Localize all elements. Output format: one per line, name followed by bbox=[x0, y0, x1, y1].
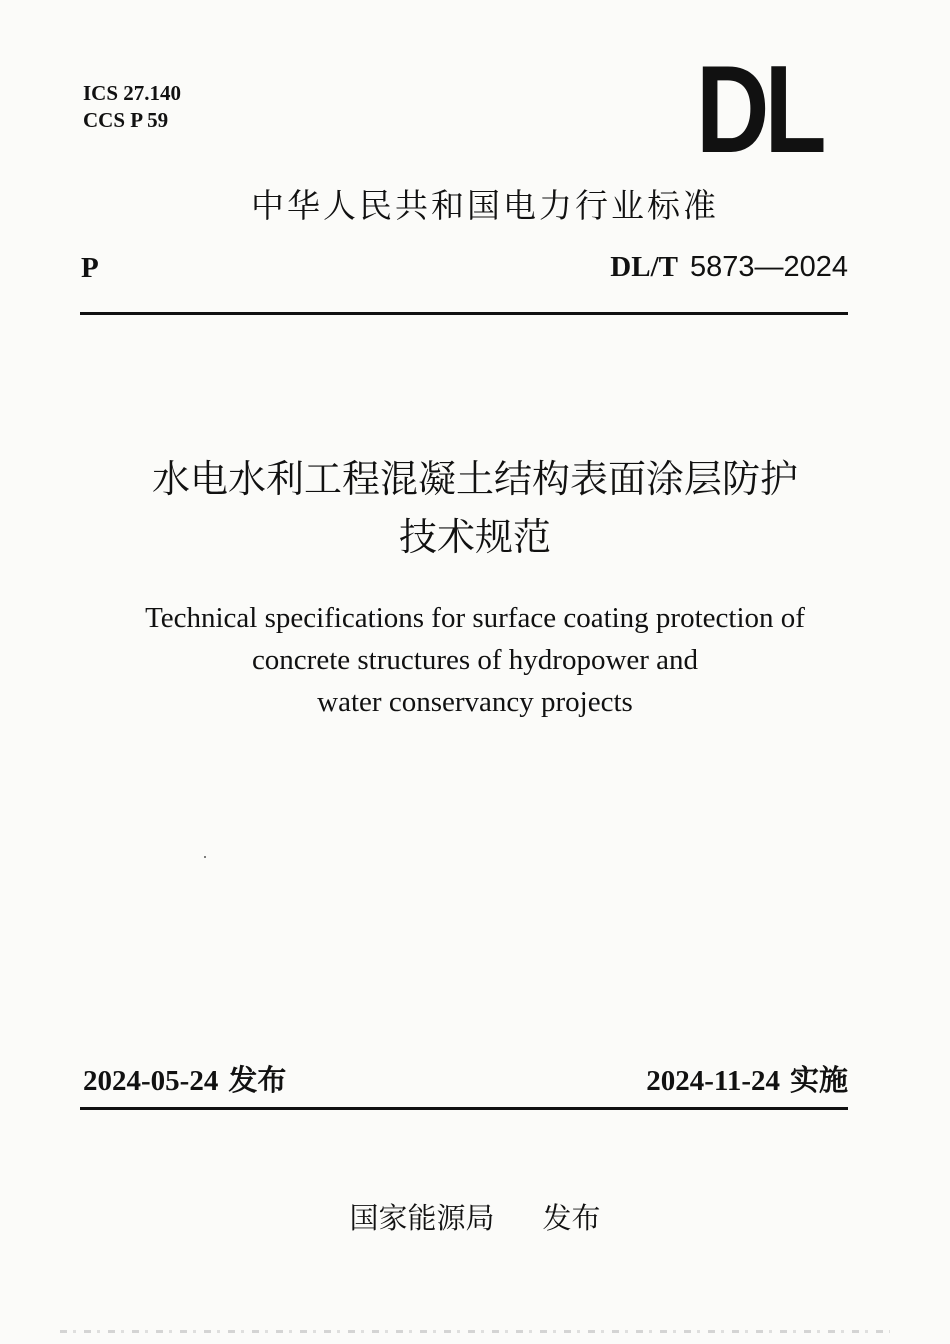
industry-standard-heading: 中华人民共和国电力行业标准 bbox=[251, 186, 719, 225]
english-title-line-3: water conservancy projects bbox=[317, 686, 633, 718]
publisher-action: 发布 bbox=[542, 1201, 601, 1235]
top-divider bbox=[80, 312, 848, 315]
bottom-divider bbox=[80, 1107, 848, 1110]
chinese-title bbox=[60, 450, 890, 566]
issue-date: 2024-05-24 bbox=[83, 1065, 219, 1097]
ics-code: ICS 27.140 bbox=[83, 81, 182, 105]
classification-codes bbox=[83, 80, 181, 134]
dl-logo: DL bbox=[696, 41, 822, 179]
standard-prefix: DL/T bbox=[610, 251, 678, 283]
standard-number bbox=[610, 248, 848, 285]
classification-letter: P bbox=[81, 252, 99, 284]
english-title bbox=[60, 597, 890, 723]
standard-code: 5873—2024 bbox=[689, 251, 848, 283]
publisher-line bbox=[0, 1198, 950, 1238]
scan-speck bbox=[204, 856, 206, 858]
publisher-name: 国家能源局 bbox=[349, 1201, 495, 1235]
issue-label: 发布 bbox=[228, 1063, 287, 1097]
english-title-line-2: concrete structures of hydropower and bbox=[251, 644, 699, 676]
chinese-title-line-2: 技术规范 bbox=[398, 515, 551, 559]
issue-date-block bbox=[83, 1062, 286, 1099]
chinese-title-line-1: 水电水利工程混凝土结构表面涂层防护 bbox=[151, 457, 798, 501]
implementation-label: 实施 bbox=[789, 1063, 848, 1097]
ccs-code: CCS P 59 bbox=[83, 108, 169, 132]
scan-edge-noise bbox=[60, 1330, 890, 1333]
implementation-date: 2024-11-24 bbox=[646, 1065, 780, 1097]
english-title-line-1: Technical specifications for surface coating protection of bbox=[145, 602, 805, 634]
implementation-date-block bbox=[646, 1062, 848, 1099]
